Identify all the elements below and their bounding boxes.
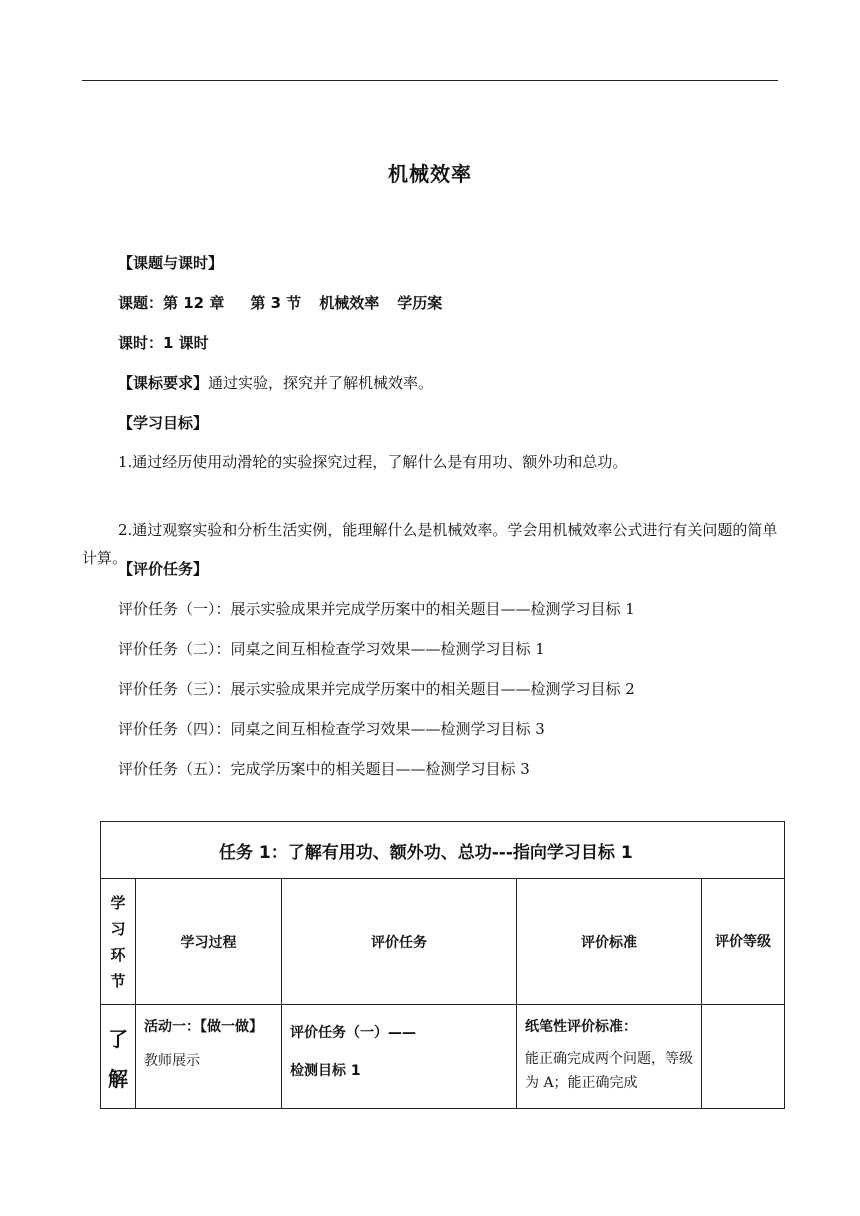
- stage-char: 习: [110, 919, 126, 938]
- course-header: 【课题与课时】: [118, 254, 224, 272]
- activity-text: 教师展示: [144, 1053, 200, 1069]
- stage-char: 节: [110, 971, 126, 990]
- hours-value: 1 课时: [163, 334, 209, 352]
- header-rule: [82, 80, 778, 81]
- goal-item-1: 1.通过经历使用动滑轮的实验探究过程，了解什么是有用功、额外功和总功。: [118, 453, 628, 471]
- task-line-2: 检测目标 1: [290, 1063, 361, 1079]
- row-standard: [517, 1005, 702, 1109]
- evaluation-item: 评价任务（二）：同桌之间互相检查学习效果——检测学习目标 1: [118, 640, 545, 658]
- stage-char: 学: [110, 893, 126, 912]
- stage-char: 了: [108, 1027, 128, 1051]
- header-grade: 评价等级: [702, 879, 785, 1005]
- standard-text: 能正确完成两个问题，等级为 A；能正确完成: [525, 1051, 693, 1091]
- topic-label: 课题：: [118, 294, 164, 312]
- header-standard: 评价标准: [517, 879, 702, 1005]
- activity-title: 活动一：【做一做】: [144, 1019, 263, 1035]
- chapter: 第 12 章: [163, 294, 225, 312]
- evaluation-item: 评价任务（三）：展示实验成果并完成学历案中的相关题目——检测学习目标 2: [118, 680, 635, 698]
- topic: 机械效率: [319, 294, 380, 312]
- hours-label: 课时：: [118, 334, 164, 352]
- header-stage: [101, 879, 136, 1005]
- course-hours-line: [118, 332, 209, 353]
- task-table: [100, 821, 785, 1109]
- standard-line: [118, 372, 433, 393]
- course-type: 学历案: [397, 294, 443, 312]
- task-line-1: 评价任务（一）——: [290, 1025, 416, 1041]
- evaluation-item: 评价任务（一）：展示实验成果并完成学历案中的相关题目——检测学习目标 1: [118, 600, 635, 618]
- evaluation-item: 评价任务（四）：同桌之间互相检查学习效果——检测学习目标 3: [118, 720, 545, 738]
- goal-item-2: 2.通过观察实验和分析生活实例，能理解什么是机械效率。学会用机械效率公式进行有关问题的简单计算。: [82, 521, 778, 567]
- course-topic-line: [118, 292, 442, 313]
- stage-char: 解: [108, 1067, 128, 1091]
- document-title: 机械效率: [388, 162, 472, 186]
- standard-title: 纸笔性评价标准：: [525, 1019, 637, 1035]
- row-stage: [101, 1005, 136, 1109]
- header-process: 学习过程: [136, 879, 282, 1005]
- row-task: [282, 1005, 517, 1109]
- row-process: [136, 1005, 282, 1109]
- evaluation-item: 评价任务（五）：完成学历案中的相关题目——检测学习目标 3: [118, 760, 530, 778]
- row-grade: [702, 1005, 785, 1109]
- task-title: 任务 1：了解有用功、额外功、总功---指向学习目标 1: [101, 822, 785, 879]
- stage-char: 环: [110, 945, 126, 964]
- section: 第 3 节: [250, 294, 302, 312]
- goals-header: 【学习目标】: [118, 414, 209, 432]
- header-task: 评价任务: [282, 879, 517, 1005]
- evaluation-header: 【评价任务】: [118, 560, 209, 578]
- standard-header: 【课标要求】: [118, 374, 209, 392]
- standard-text: 通过实验，探究并了解机械效率。: [208, 374, 434, 392]
